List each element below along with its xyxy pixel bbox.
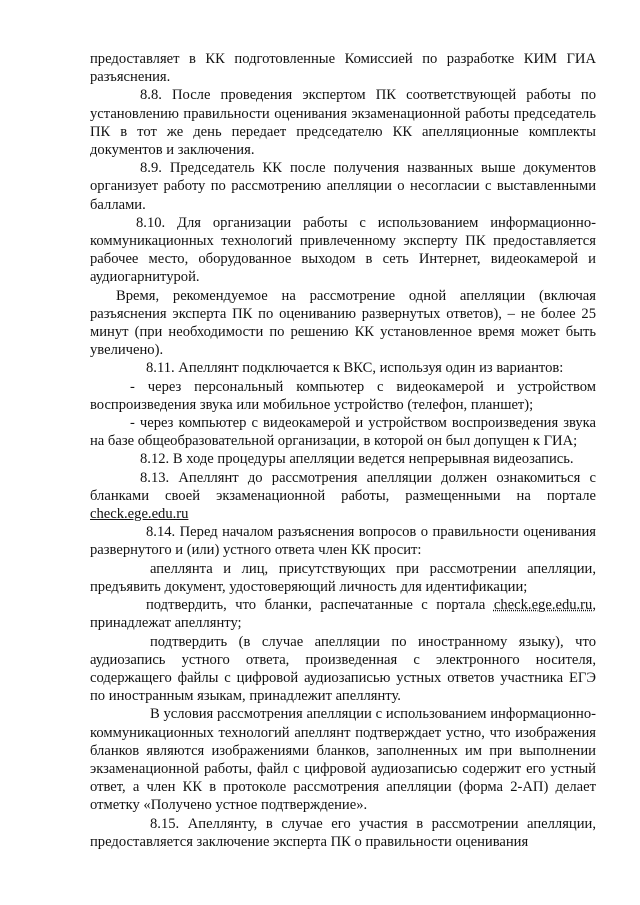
paragraph-8-9: 8.9. Председатель КК после получения названных выше документов организует работу по рассмотрению апелляции о несогласии с выставленными баллами. xyxy=(90,160,596,213)
paragraph-8-13 xyxy=(90,469,596,524)
paragraph-ict-conditions: В условия рассмотрения апелляции с использованием информационно-коммуникационных технологий апеллянт подтверждает устно, что изображения бланков являются изображениями бланков, заполненных им при выполнении экзаменационной работы, файл с цифровой аудиозаписью содержит его устный ответ, а член КК в протоколе рассмотрения апелляции (форма 2-АП) делает отметку «Получено устное подтверждение». xyxy=(90,706,596,814)
paragraph-8-11: 8.11. Апеллянт подключается к ВКС, используя один из вариантов: xyxy=(146,360,564,377)
paragraph-8-10: 8.10. Для организации работы с использованием информационно-коммуникационных технологий привлеченному эксперту ПК предоставляется рабочее место, оборудованное выходом в сеть Интернет, видеокамерой и аудиогарнитурой. xyxy=(90,214,596,286)
list-item-personal-computer: - через персональный компьютер с видеокамерой и устройством воспроизведения звука или мобильное устройство (телефон, планшет); xyxy=(90,378,596,413)
confirm-forms-tail: , принадлежат апеллянту; xyxy=(90,597,596,632)
paragraph-continuation: предоставляет в КК подготовленные Комиссией по разработке КИМ ГИА разъяснения. xyxy=(90,51,596,86)
paragraph-8-15: 8.15. Апеллянту, в случае его участия в рассмотрении апелляции, предоставляется заключение эксперта ПК о правильности оценивания xyxy=(90,815,596,850)
portal-link-2[interactable]: check.ege.edu.ru xyxy=(493,597,593,614)
list-item-confirm-audio: подтвердить (в случае апелляции по иностранному языку), что аудиозапись устного ответа, произведенная с электронного носителя, содержащего файлы с цифровой аудиозаписью устных ответов участника ЕГЭ по иностранным языкам, принадлежит апеллянту. xyxy=(90,633,596,705)
confirm-forms-text: подтвердить, что бланки, распечатанные с портала xyxy=(146,597,486,614)
paragraph-8-14: 8.14. Перед началом разъяснения вопросов о правильности оценивания развернутого и (или) устного ответа член КК просит: xyxy=(90,524,596,559)
list-item-school-computer: - через компьютер с видеокамерой и устройством воспроизведения звука на базе общеобразовательной организации, в которой он был допущен к ГИА; xyxy=(90,415,596,450)
portal-link[interactable]: check.ege.edu.ru xyxy=(90,506,189,523)
paragraph-8-13-text: 8.13. Апеллянт до рассмотрения апелляции должен ознакомиться с бланками своей экзаменационной работы, размещенными на портале xyxy=(90,469,596,504)
list-item-confirm-forms xyxy=(90,596,596,632)
paragraph-8-12: 8.12. В ходе процедуры апелляции ведется непрерывная видеозапись. xyxy=(140,451,574,468)
paragraph-8-8: 8.8. После проведения экспертом ПК соответствующей работы по установлению правильности оценивания экзаменационной работы председатель ПК в тот же день передает председателю КК апелляционные комплекты документов и заключения. xyxy=(90,87,596,159)
list-item-identification: апеллянта и лиц, присутствующих при рассмотрении апелляции, предъявить документ, удостоверяющий личность для идентификации; xyxy=(90,560,596,595)
paragraph-time: Время, рекомендуемое на рассмотрение одной апелляции (включая разъяснения эксперта ПК по оцениванию развернутых ответов), – не более 25 минут (при необходимости по решению КК установленное время может быть увеличено). xyxy=(90,287,596,359)
